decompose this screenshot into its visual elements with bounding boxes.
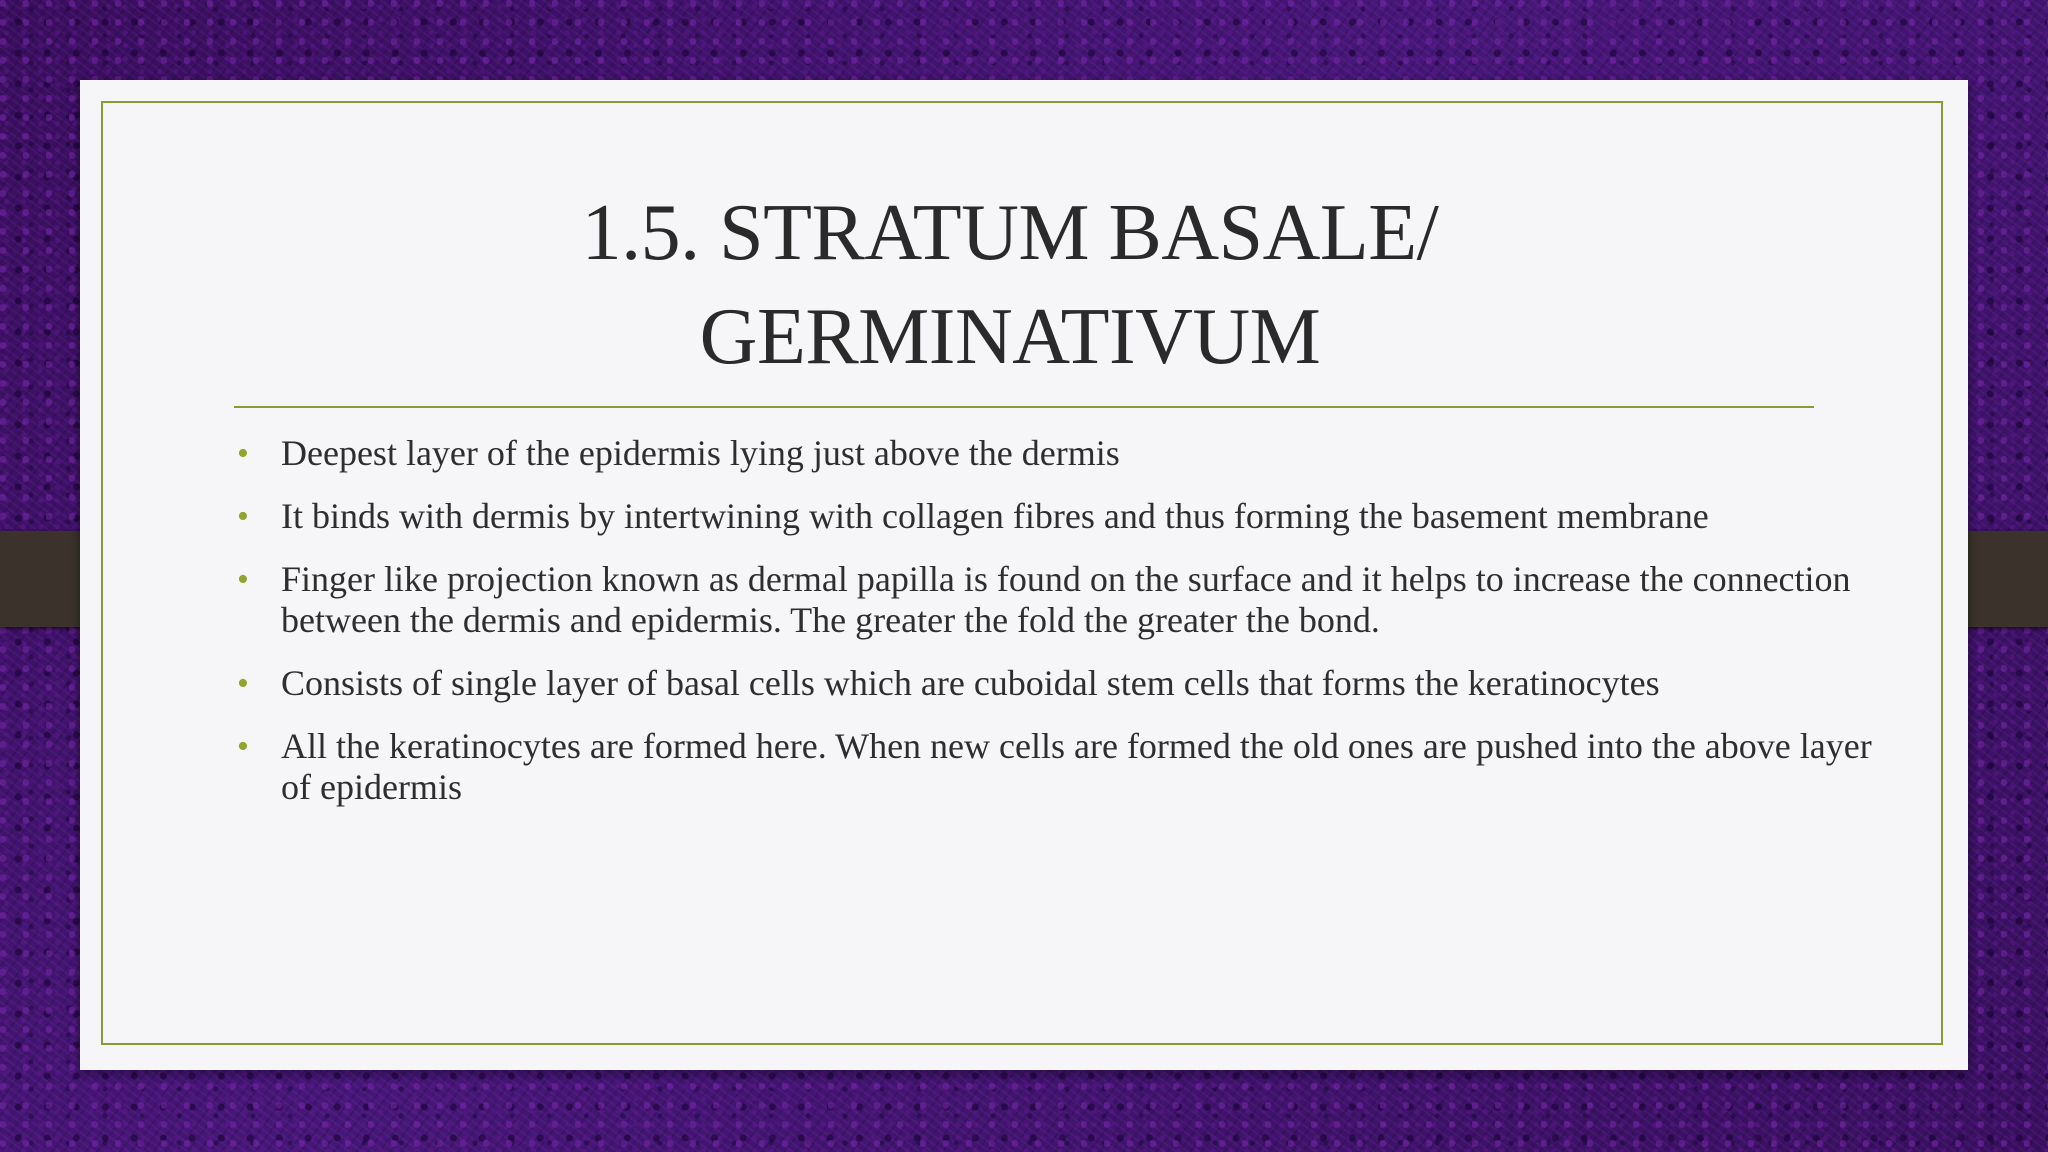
bullet-item-3: [235, 559, 1875, 641]
bullet-text-1: Deepest layer of the epidermis lying just above the dermis: [281, 433, 1120, 473]
slide-title: [235, 181, 1785, 389]
bullet-dot-icon: •: [237, 561, 249, 598]
slide-title-line-2: GERMINATIVUM: [699, 293, 1321, 381]
bullet-text-2: It binds with dermis by intertwining with collagen fibres and thus forming the basement membrane: [281, 496, 1709, 536]
bullet-text-5: All the keratinocytes are formed here. When new cells are formed the old ones are pushed into the above layer of epidermis: [281, 726, 1872, 807]
bullet-text-3: Finger like projection known as dermal papilla is found on the surface and it helps to increase the connection between the dermis and epidermis. The greater the fold the greater the bond.: [281, 559, 1851, 640]
bullet-dot-icon: •: [237, 665, 249, 702]
bullet-item-4: [235, 663, 1875, 704]
bullet-dot-icon: •: [237, 435, 249, 472]
title-divider: [234, 406, 1814, 408]
slide-title-line-1: 1.5. STRATUM BASALE/: [581, 189, 1439, 277]
bullet-item-2: [235, 496, 1875, 537]
bullet-list: [235, 433, 1875, 830]
bullet-dot-icon: •: [237, 728, 249, 765]
bullet-text-4: Consists of single layer of basal cells which are cuboidal stem cells that forms the keratinocytes: [281, 663, 1660, 703]
bullet-item-1: [235, 433, 1875, 474]
bullet-dot-icon: •: [237, 498, 249, 535]
bullet-item-5: [235, 726, 1875, 808]
slide-card: [80, 80, 1968, 1070]
